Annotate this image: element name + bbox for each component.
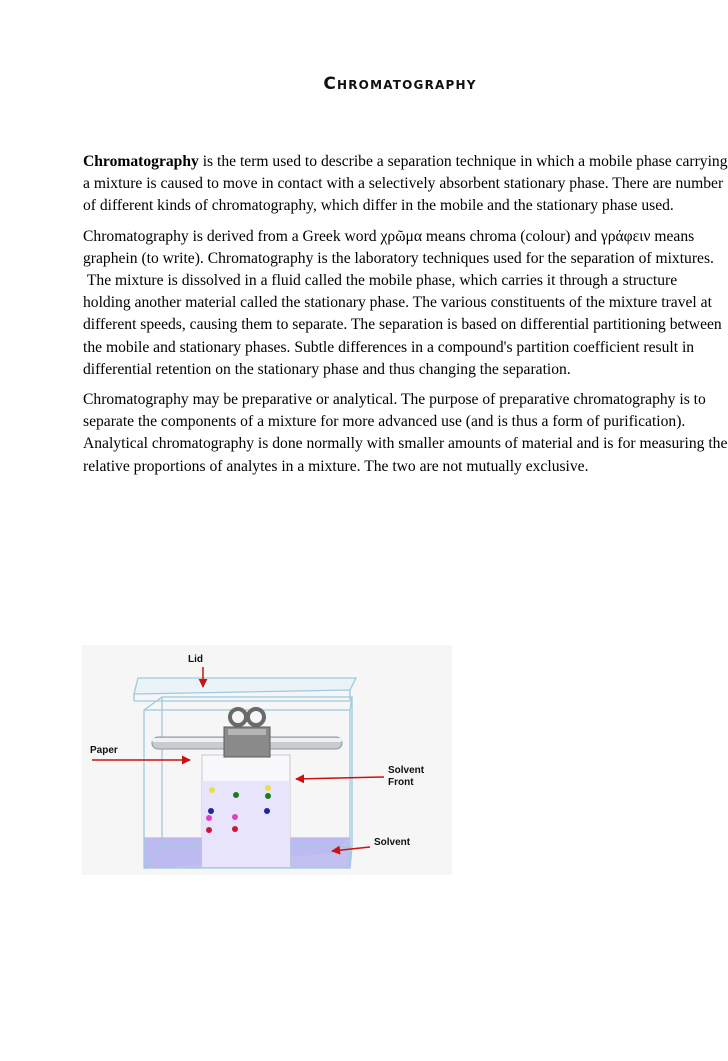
spot-red-1 [206, 827, 212, 833]
paragraph-mechanism: The mixture is dissolved in a fluid called the mobile phase, which carries it through a structure holding another material called the stationary phase. The various constituents of the mixture travel at different speeds, causing them to separate. The separation is based on differential partitioning between the mobile and stationary phases. Subtle differences in a compound's partition coefficient result in differential retention on the stationary phase and thus changing the separation. [83, 272, 726, 378]
paper-wet-region [202, 781, 290, 867]
spot-blue-2 [264, 808, 270, 814]
paragraph-etymology: Chromatography is derived from a Greek word χρῶμα means chroma (colour) and γράφειν means graphein (to write). Chromatography is the laboratory techniques used for the separation of mixtures. [83, 227, 714, 267]
label-solvent-front-2: Front [388, 777, 414, 788]
spot-yellow-1 [209, 787, 215, 793]
body-text [83, 151, 728, 486]
paper-clip [224, 709, 270, 757]
chromatography-diagram-svg [82, 645, 452, 875]
label-solvent-front-1: Solvent [388, 765, 425, 776]
definition-text: is the term used to describe a separation technique in which a mobile phase carrying a mixture is caused to move in contact with a selectively absorbent stationary phase. There are number of different kinds of chromatography, which differ in the mobile and the stationary phase used. [83, 153, 728, 215]
spot-green-1 [233, 792, 239, 798]
spot-red-2 [232, 826, 238, 832]
paragraph-types: Chromatography may be preparative or analytical. The purpose of preparative chromatography is to separate the components of a mixture for more advanced use (and is thus a form of purification). Analytical chromatography is done normally with smaller amounts of material and is for measuring the relative proportions of analytes in a mixture. The two are not mutually exclusive. [83, 391, 728, 475]
page-title: Chromatography [323, 74, 477, 94]
term-chromatography: Chromatography [83, 153, 199, 170]
spot-magenta-2 [232, 814, 238, 820]
label-solvent: Solvent [374, 837, 411, 848]
label-paper: Paper [90, 745, 118, 756]
spot-green-2 [265, 793, 271, 799]
spot-magenta-1 [206, 815, 212, 821]
spot-yellow-2 [265, 785, 271, 791]
label-lid: Lid [188, 654, 203, 665]
chromatography-diagram [82, 645, 452, 875]
spot-blue-1 [208, 808, 214, 814]
paragraph-definition [83, 151, 728, 218]
